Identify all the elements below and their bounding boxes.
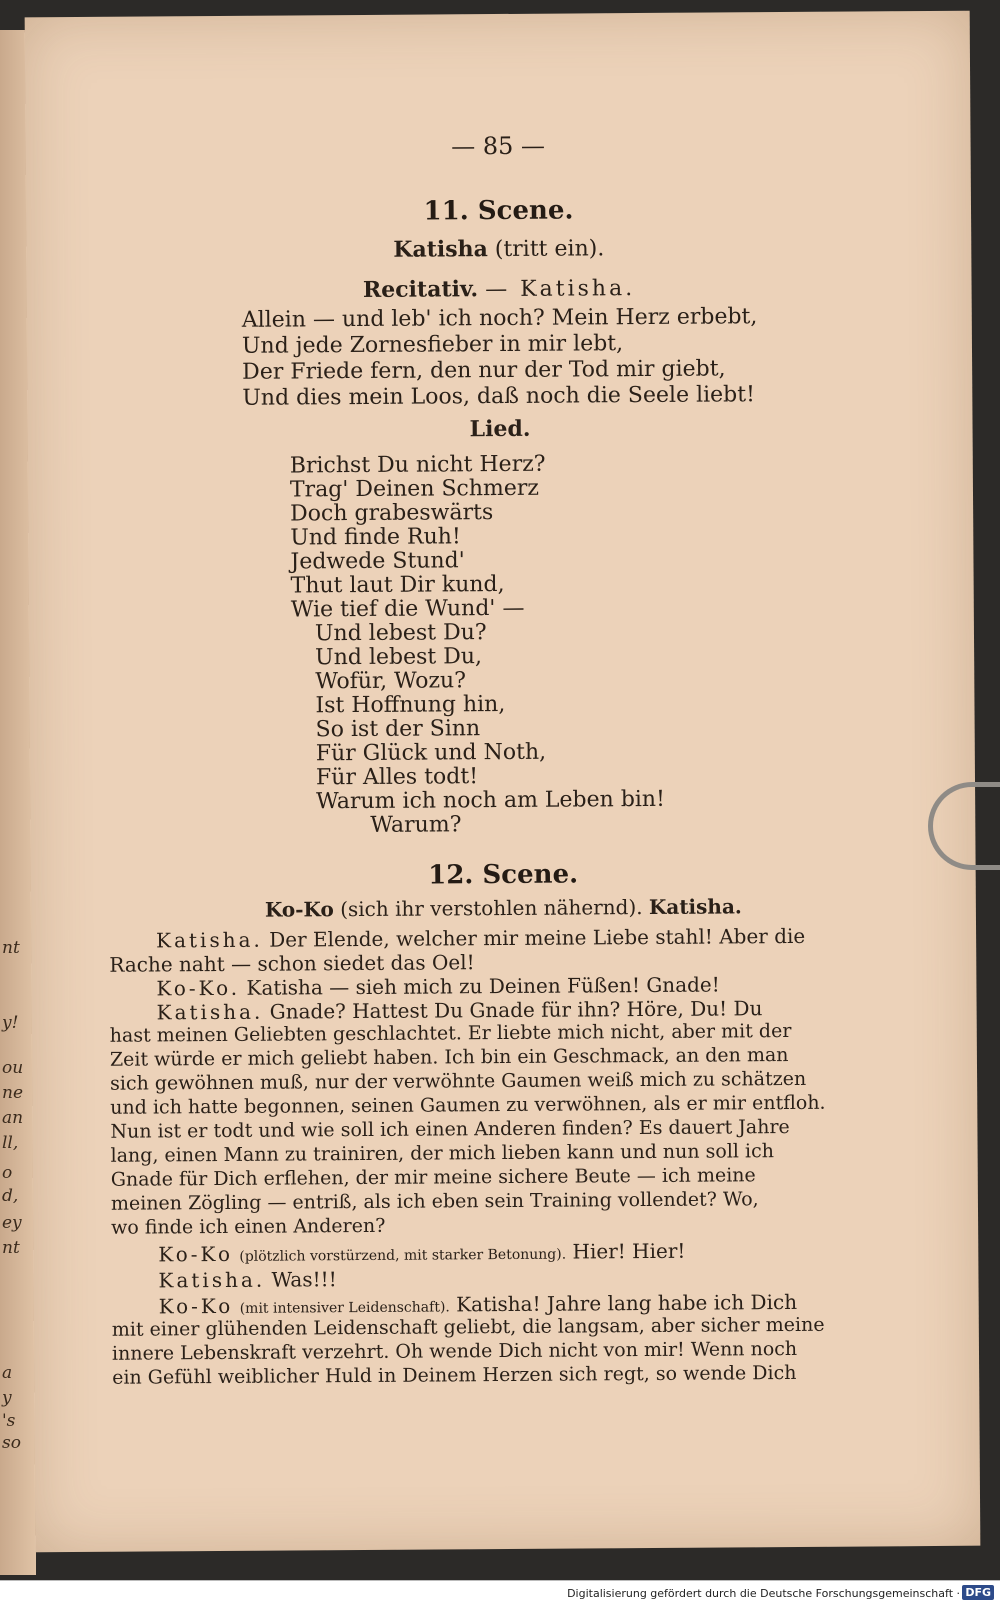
edge-fragment: 's	[2, 1411, 16, 1431]
edge-fragment: nt	[2, 1238, 20, 1258]
edge-fragment: so	[2, 1433, 21, 1453]
edge-fragment: y	[2, 1388, 12, 1408]
speech-text: Katisha — sieh mich zu Deinen Füßen! Gnade!	[246, 972, 720, 1000]
dialogue-line: mit einer glühenden Leidenschaft geliebt, die langsam, aber sicher meine	[111, 1313, 825, 1341]
speech-text: Hier! Hier!	[572, 1238, 686, 1264]
speech-text: Der Elende, welcher mir meine Liebe stahl! Aber die	[269, 923, 806, 952]
dialogue-line	[156, 924, 805, 953]
character-name: Katisha.	[648, 894, 742, 919]
book-page	[25, 11, 981, 1553]
recitative-line: Und dies mein Loos, daß noch die Seele liebt!	[242, 382, 756, 411]
stage-direction: (tritt ein).	[494, 236, 605, 263]
edge-fragment: y!	[2, 1013, 19, 1033]
recitative-speaker: — Katisha.	[485, 276, 636, 303]
speech-text: Was!!!	[271, 1267, 337, 1292]
edge-fragment: ne	[2, 1083, 24, 1103]
song-line: Wofür, Wozu?	[315, 668, 467, 695]
speaker-name: Ko-Ko	[158, 1293, 234, 1319]
edge-fragment: an	[2, 1108, 24, 1128]
dialogue-line: Zeit würde er mich geliebt haben. Ich bin ein Geschmack, an den man	[109, 1044, 789, 1071]
speaker-name: Ko-Ko.	[156, 975, 241, 1001]
dialogue-line: ein Gefühl weiblicher Huld in Deinem Herzen sich regt, so wende Dich	[112, 1361, 797, 1389]
song-line: Trag' Deinen Schmerz	[289, 475, 540, 503]
character-name: Ko-Ko	[264, 897, 334, 922]
speaker-name: Katisha.	[156, 927, 263, 953]
edge-fragment: nt	[2, 938, 20, 958]
dialogue-line: meinen Zögling — entriß, als ich eben sein Training vollendet? Wo,	[110, 1188, 759, 1215]
dialogue-line: Gnade für Dich erflehen, der mir meine sichere Beute — ich meine	[110, 1164, 756, 1191]
edge-fragment: ou	[2, 1058, 24, 1078]
footer-credit: Digitalisierung gefördert durch die Deutsche Forschungsgemeinschaft ·	[567, 1587, 960, 1600]
dfg-logo: DFG	[962, 1585, 994, 1600]
dialogue-line	[158, 1267, 336, 1292]
dialogue-line: Rache naht — schon siedet das Oel!	[109, 950, 475, 977]
dialogue-line: wo finde ich einen Anderen?	[111, 1214, 386, 1239]
scene-12-entrance	[31, 893, 976, 924]
song-line: Thut laut Dir kund,	[290, 571, 505, 599]
dialogue-line: innere Lebenskraft verzehrt. Oh wende Dich nicht von mir! Wenn noch	[111, 1337, 798, 1365]
recitative-line: Allein — und leb' ich noch? Mein Herz erbebt,	[241, 304, 758, 333]
speaker-name: Ko-Ko	[158, 1241, 234, 1267]
song-line: Und lebest Du,	[315, 644, 483, 671]
recitative-heading	[26, 273, 971, 306]
dialogue-line: sich gewöhnen muß, nur der verwöhnte Gaumen weiß mich zu schätzen	[110, 1067, 807, 1095]
dialogue-line: hast meinen Geliebten geschlachtet. Er liebte mich nicht, aber mit der	[109, 1019, 792, 1047]
recitative-line: Der Friede fern, den nur der Tod mir giebt,	[242, 356, 726, 385]
song-label: Lied.	[469, 415, 531, 443]
scene-11-entrance	[26, 233, 971, 266]
edge-fragment: ll,	[2, 1133, 19, 1153]
speech-text: Katisha! Jahre lang habe ich Dich	[456, 1289, 798, 1317]
character-name: Katisha	[393, 236, 488, 263]
recitative-label: Recitativ.	[362, 276, 479, 303]
song-line: Brichst Du nicht Herz?	[289, 451, 546, 479]
dialogue-line: Nun ist er todt und wie soll ich einen Anderen finden? Es dauert Jahre	[110, 1116, 790, 1143]
song-line: Wie tief die Wund' —	[290, 595, 525, 623]
song-line: Warum ich noch am Leben bin!	[316, 786, 665, 815]
song-line: Und lebest Du?	[314, 620, 487, 647]
speech-text: Gnade? Hattest Du Gnade für ihn? Höre, Du! Du	[269, 996, 763, 1024]
recitative-line: Und jede Zornesfieber in mir lebt,	[241, 331, 624, 359]
song-line: Und finde Ruh!	[290, 524, 461, 551]
song-line: Ist Hoffnung hin,	[315, 691, 506, 719]
dialogue-line: lang, einen Mann zu trainiren, der mich lieben kann und nun soll ich	[110, 1140, 775, 1167]
scene-12-title: 12. Scene.	[428, 859, 579, 891]
footer-bar	[0, 1580, 1000, 1606]
scene-11-title: 11. Scene.	[423, 195, 574, 227]
song-line: Warum?	[370, 812, 462, 838]
speaker-name: Katisha.	[158, 1267, 266, 1293]
song-line: Jedwede Stund'	[290, 548, 465, 575]
stage-direction: (sich ihr verstohlen nähernd).	[340, 895, 643, 922]
song-line: Für Glück und Noth,	[315, 739, 547, 767]
page-number: — 85 —	[451, 131, 546, 161]
stage-direction: (plötzlich vorstürzend, mit starker Betonung).	[239, 1246, 567, 1265]
stage-direction: (mit intensiver Leidenschaft).	[239, 1299, 450, 1317]
song-line: So ist der Sinn	[315, 716, 481, 743]
song-line: Doch grabeswärts	[290, 500, 494, 527]
song-line: Für Alles todt!	[315, 764, 479, 791]
dialogue-line	[158, 1239, 685, 1267]
dialogue-line: und ich hatte begonnen, seinen Gaumen zu verwöhnen, als er mir entfloh.	[110, 1091, 826, 1119]
edge-fragment: a	[2, 1363, 13, 1383]
edge-fragment: o	[2, 1163, 13, 1183]
speaker-name: Katisha.	[156, 999, 264, 1025]
edge-fragment: ey	[2, 1213, 22, 1233]
edge-fragment: d,	[2, 1186, 19, 1206]
